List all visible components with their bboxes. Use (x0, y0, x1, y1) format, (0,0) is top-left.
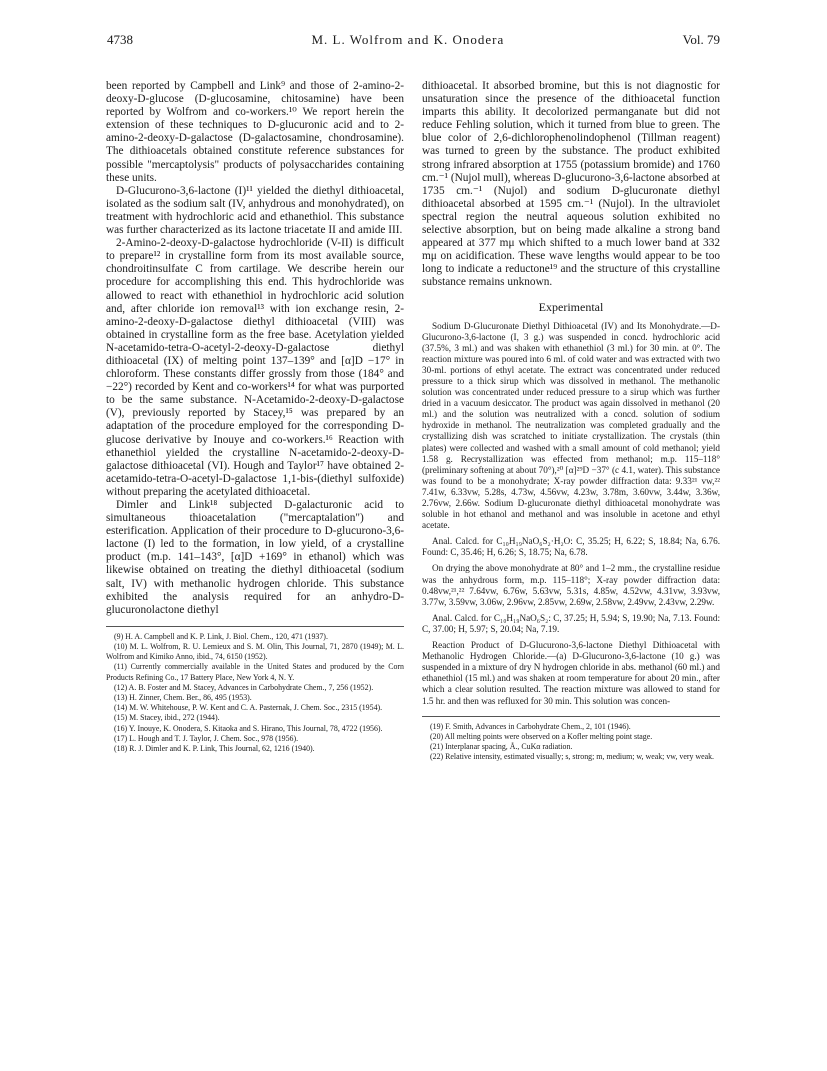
footnote: (10) M. L. Wolfrom, R. U. Lemieux and S. M. Olin, This Journal, 71, 2870 (1949); M. L. Wolfrom and Kimiko Anno, ibid., 74, 6150 (1952). (106, 642, 404, 662)
experimental-paragraph: Reaction Product of D-Glucurono-3,6-lactone Diethyl Dithioacetal with Methanolic Hydrogen Chloride.—(a) D-Glucurono-3,6-lactone (10 g.) was suspended in a mixture of dry N hydrogen chloride in abs. methanol (60 ml.) and ethanethiol (15 ml.) and was shaken at room temperature for about 20 min., after which a clear solution resulted. The reaction mixture was allowed to stand for 1.5 hr. and then was refluxed for 30 min. This solution was concen- (422, 640, 721, 706)
footnote-divider (106, 626, 404, 627)
footnote: (15) M. Stacey, ibid., 272 (1944). (114, 713, 220, 723)
footnote-divider (422, 716, 720, 717)
footnote: (17) L. Hough and T. J. Taylor, J. Chem. Soc., 978 (1956). (114, 733, 299, 743)
footnote: (19) F. Smith, Advances in Carbohydrate Chem., 2, 101 (1946). (430, 721, 631, 731)
body-paragraph: Dimler and Link¹⁸ subjected D-galacturonic acid to simultaneous thioacetalation ("mercaptalation") and esterification. Application of their procedure to D-glucurono-3,6-lactone (I) led to the formation, in low yield, of a crystalline product (m.p. 141–143°, [α]D +169° in ethanol) which was likewise obtained on treating the diethyl dithioacetal (sodium salt, IV) with methanolic hydrogen chloride. This substance exhibited the analysis required for an anhydro-D-glucuronolactone diethyl (106, 499, 404, 616)
page-number: 4738 (107, 32, 133, 47)
footnote: (11) Currently commercially available in the United States and produced by the Corn Products Refining Co., 17 Battery Place, New York 4, N. Y. (106, 662, 404, 682)
body-paragraph: been reported by Campbell and Link⁹ and those of 2-amino-2-deoxy-D-glucose (D-glucosamine, chitosamine) have been reported by Wolfrom and co-workers.¹⁰ We report herein the extension of these techniques to D-glucuronic acid and to 2-amino-2-deoxy-D-galactose (D-galactosamine, chondrosamine). The dithioacetals obtained constitute reference substances for possible "mercaptolysis" products of polysaccharides containing these units. (106, 80, 404, 184)
running-title: M. L. Wolfrom and K. Onodera (311, 32, 505, 47)
page-header (107, 30, 720, 50)
left-column (106, 80, 404, 754)
experimental-paragraph: On drying the above monohydrate at 80° and 1–2 mm., the crystalline residue was the anhydrous form, m.p. 115–118°; X-ray powder diffraction data: 0.48vw,²¹,²² 7.64vw, 6.76w, 5.63vw, 5.31s, 4.85w, 4.52vw, 4.31vw, 3.93vw, 3.77w, 3.59vw, 3.06w, 2.96vw, 2.85vw, 2.69w, 2.58vw, 2.49vw, 2.43vw, 2.29w. (422, 563, 720, 607)
footnotes-left (106, 632, 404, 754)
footnote: (12) A. B. Foster and M. Stacey, Advances in Carbohydrate Chem., 7, 256 (1952). (114, 682, 374, 692)
body-paragraph: dithioacetal. It absorbed bromine, but this is not diagnostic for unsaturation since the presence of the dithioacetal function imparts this ability. It decolorized permanganate but did not reduce Fehling solution, which it turned from blue to green. The blue color of 2,6-dichlorophenolindophenol (Tillman reagent) was turned to green by the substance. The product exhibited strong infrared absorption at 1755 (potassium bromide) and 1760 cm.⁻¹ (Nujol mull), whereas D-glucurono-3,6-lactone absorbed at 1735 cm.⁻¹ (Nujol) and sodium D-glucuronate diethyl dithioacetal absorbed at 1595 cm.⁻¹ (Nujol). In the ultraviolet spectral region the neutral aqueous solution exhibited no selective absorption, but on being made alkaline a strong band appeared at 377 mμ which shifted to a much lower band at 332 mμ on acidification. These wave lengths would appear to be too long to indicate a reductone¹⁹ and the structure of this crystalline substance remains unknown. (422, 80, 720, 289)
footnote: (18) R. J. Dimler and K. P. Link, This Journal, 62, 1216 (1940). (114, 744, 315, 754)
footnote: (13) H. Zinner, Chem. Ber., 86, 495 (1953). (114, 693, 252, 703)
analysis-paragraph: Anal. Calcd. for C₁₀H₁₉NaO₆S₂: C, 37.25; H, 5.94; S, 19.90; Na, 7.13. Found: C, 37.00; H, 5.97; S, 20.04; Na, 7.19. (422, 612, 720, 634)
footnote: (21) Interplanar spacing, Å., CuKα radiation. (430, 742, 573, 751)
footnote: (16) Y. Inouye, K. Onodera, S. Kitaoka and S. Hirano, This Journal, 78, 4722 (1956). (114, 723, 383, 733)
footnote: (9) H. A. Campbell and K. P. Link, J. Biol. Chem., 120, 471 (1937). (114, 631, 328, 641)
footnotes-right (422, 722, 720, 763)
section-heading: Experimental (538, 299, 604, 314)
right-column (422, 80, 720, 762)
footnote: (14) M. W. Whitehouse, P. W. Kent and C. A. Pasternak, J. Chem. Soc., 2315 (1954). (114, 703, 383, 713)
footnote: (22) Relative intensity, estimated visually; s, strong; m, medium; w, weak; vw, very weak. (430, 752, 715, 762)
footnote: (20) All melting points were observed on a Kofler melting point stage. (430, 731, 653, 741)
volume-label: Vol. 79 (682, 32, 720, 47)
body-paragraph: D-Glucurono-3,6-lactone (I)¹¹ yielded the diethyl dithioacetal, isolated as the sodium salt (IV, anhydrous and monohydrated), on treatment with hydrochloric acid and ethanethiol. This substance was further characterized as its lactone triacetate II and amide III. (106, 184, 404, 237)
body-paragraph: 2-Amino-2-deoxy-D-galactose hydrochloride (V-II) is difficult to prepare¹² in crystalline form from its most available source, chondroitinsulfate C from cartilage. We describe herein our procedure for accomplishing this end. This hydrochloride was allowed to react with ethanethiol in hydrochloric acid solution and, after chloride ion removal¹³ with ion exchange resin, 2-amino-2-deoxy-D-galactose diethyl dithioacetal (VIII) was obtained in crystalline form as the free base. Acetylation yielded N-acetamido-tetra-O-acetyl-2-deoxy-D-galactose diethyl dithioacetal (IX) of melting point 137–139° and [α]D −17° in chloroform. These constants differ grossly from those (184° and −22°) recorded by Kent and co-workers¹⁴ for what was purported to be the same substance. N-Acetamido-2-deoxy-D-galactose (V), previously reported by Stacey,¹⁵ was prepared by an adaptation of the procedure employed for the corresponding D-glucose derivative by Inouye and co-workers.¹⁶ Reaction with ethanethiol yielded the crystalline N-acetamido-2-deoxy-D-galactose dithioacetal (VI). Hough and Taylor¹⁷ have obtained 2-acetamido-tetra-O-acetyl-D-galactose 1,1-bis-(diethyl sulfoxide) without preparing the acetylated dithioacetal. (106, 237, 404, 498)
analysis-paragraph: Anal. Calcd. for C₁₀H₁₉NaO₆S₂·H₂O: C, 35.25; H, 6.22; S, 18.84; Na, 6.76. Found: C, 35.46; H, 6.26; S, 18.75; Na, 6.78. (422, 536, 720, 558)
experimental-paragraph: Sodium D-Glucuronate Diethyl Dithioacetal (IV) and Its Monohydrate.—D-Glucurono-3,6-lactone (I, 3 g.) was suspended in concd. hydrochloric acid (37.5%, 3 ml.) and was shaken with ethanethiol (3 ml.) for 30 min. at 0°. The reaction mixture was poured into 6 ml. of cold water and was extracted with two 30-ml. portions of ethyl acetate. The extract was concentrated under reduced pressure to a thick sirup which was dissolved in methanol. The methanolic solution was concentrated under reduced pressure to a sirup which was further dried in a vacuum desiccator. The product was again dissolved in methanol (20 ml.) and the solution was neutralized with a concd. solution of sodium hydroxide in methanol. The neutralization was completed gradually and the crystallizing dish was scratched to initiate crystallization. The crystals (thin plates) were collected and washed with a small amount of cold methanol; yield 1.58 g. Recrystallization was effected from methanol; m.p. 115–118° (preliminary softening at about 70°),²⁰ [α]²⁹D −37° (c 4.1, water). This substance was found to be a monohydrate; X-ray powder diffraction data: 9.33²¹ vw,²² 7.41w, 6.33vw, 5.28s, 4.73w, 4.56vw, 4.23w, 3.78m, 3.60vw, 3.44w, 3.36w, 2.76vw, 2.66w. Sodium D-glucuronate diethyl dithioacetal monohydrate was soluble in hot ethanol and methanol and was insoluble in acetone and ethyl acetate. (422, 320, 720, 531)
